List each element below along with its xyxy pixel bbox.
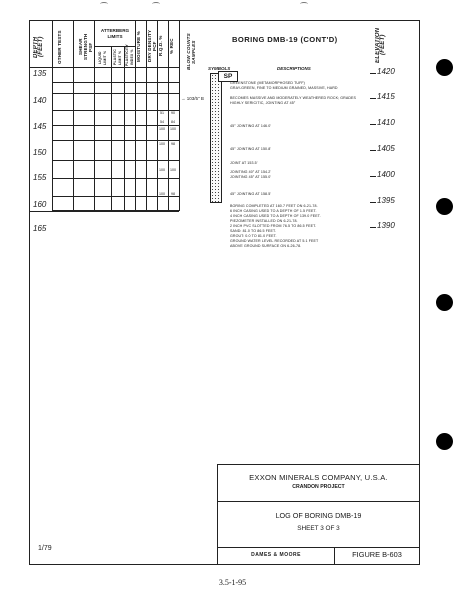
dry-density-header: DRY DENSITY PCF xyxy=(147,29,157,63)
rec-value: 100 xyxy=(170,168,176,172)
strata-symbol-column xyxy=(210,73,222,203)
rqd-value: 100 xyxy=(159,142,165,146)
note-line: BORING COMPLETED AT 160.7 FEET ON 6-21-78. xyxy=(230,204,318,208)
title-block xyxy=(217,464,420,565)
rqd-value: 54 xyxy=(160,120,164,124)
elevation-tick-label: 1410 xyxy=(377,118,395,127)
elevation-tick xyxy=(370,73,376,74)
figure-number: FIGURE B-603 xyxy=(352,550,402,559)
scan-mark xyxy=(100,2,108,6)
recovery-header: % REC xyxy=(169,38,174,54)
firm-name: DAMES & MOORE xyxy=(251,552,301,558)
rqd-value: 100 xyxy=(159,168,165,172)
note-line: GROUT: 0.0 TO 81.0 FEET. xyxy=(230,234,277,238)
depth-tick-label: 150 xyxy=(33,148,47,157)
rec-value: 98 xyxy=(171,142,175,146)
elevation-tick-label: 1405 xyxy=(377,144,395,153)
elevation-tick xyxy=(370,176,376,177)
note-line: PIEZOMETER INSTALLED ON 6-21-78. xyxy=(230,219,298,223)
soil-class-label: SP xyxy=(218,71,238,82)
rec-value: 84 xyxy=(171,120,175,124)
description-line: GREENSTONE (METAMORPHOSED TUFF) xyxy=(230,81,305,85)
elevation-tick xyxy=(370,227,376,228)
elevation-tick xyxy=(370,124,376,125)
note-line: 4 INCH CASING USED TO A DEPTH OF 139.0 FEET. xyxy=(230,214,321,218)
rqd-value: 100 xyxy=(159,192,165,196)
punch-hole xyxy=(436,59,453,76)
depth-header: DEPTH (FEET) xyxy=(33,36,44,58)
rec-value: 98 xyxy=(171,192,175,196)
description-line: JOINTING 45° AT 155.0' xyxy=(230,175,272,179)
rqd-value: 100 xyxy=(159,127,165,131)
depth-tick-label: 165 xyxy=(33,224,47,233)
moisture-header: MOISTURE % xyxy=(136,30,141,62)
punch-hole xyxy=(436,198,453,215)
note-line: 6 INCH CASING USED TO A DEPTH OF 1.5 FEET. xyxy=(230,209,317,213)
description-line: 45° JOINTING AT 158.5' xyxy=(230,192,272,196)
punch-hole xyxy=(436,294,453,311)
scan-mark xyxy=(152,2,160,6)
elevation-tick xyxy=(370,150,376,151)
liquid-limit-header: LIQUID LIMIT % xyxy=(98,50,107,65)
atterberg-header: ATTERBERG LIMITS xyxy=(100,28,130,39)
elevation-tick-label: 1420 xyxy=(377,67,395,76)
rec-value: 100 xyxy=(170,127,176,131)
descriptions-header: DESCRIPTIONS xyxy=(277,66,311,71)
description-line: 45° JOINTING AT 146.0' xyxy=(230,124,272,128)
note-line: ABOVE GROUND SURFACE ON 6-26-78. xyxy=(230,244,302,248)
depth-tick-label: 145 xyxy=(33,122,47,131)
elevation-tick-label: 1415 xyxy=(377,92,395,101)
description-line: JOINT AT 153.5' xyxy=(230,161,258,165)
elevation-tick xyxy=(370,98,376,99)
elevation-tick-label: 1395 xyxy=(377,196,395,205)
depth-tick-label: 155 xyxy=(33,173,47,182)
depth-tick-label: 160 xyxy=(33,200,47,209)
description-line: BECOMES MASSIVE AND MODERATELY WEATHERED ROCK; GRADES xyxy=(230,96,357,100)
elevation-tick xyxy=(370,202,376,203)
depth-tick-label: 140 xyxy=(33,96,47,105)
description-line: 45° JOINTING AT 150.8' xyxy=(230,147,272,151)
blow-counts-header: BLOW COUNTS SAMPLES xyxy=(186,33,196,71)
description-line: GRAY-GREEN, FINE TO MEDIUM GRAINED, MASSIVE, HARD xyxy=(230,86,338,90)
page-number: 3.5-1-95 xyxy=(218,578,247,587)
punch-hole xyxy=(436,433,453,450)
other-tests-header: OTHER TESTS xyxy=(57,30,62,64)
description-line: HIGHLY SERICITIC, JOINTING AT 45° xyxy=(230,101,296,105)
symbols-header: SYMBOLS xyxy=(208,66,231,71)
note-line: GROUND WATER LEVEL RECORDED AT 5.1 FEET xyxy=(230,239,319,243)
elevation-tick-label: 1390 xyxy=(377,221,395,230)
note-line: SAND: 81.0 TO 86.5 FEET. xyxy=(230,229,277,233)
description-line: JOINTING 40° AT 154.2' xyxy=(230,170,272,174)
log-title: LOG OF BORING DMB-19 xyxy=(275,511,362,520)
issue-date: 1/79 xyxy=(38,545,52,552)
scan-mark xyxy=(300,2,308,6)
project-name: CRANDON PROJECT xyxy=(292,484,345,490)
elevation-tick-label: 1400 xyxy=(377,170,395,179)
company-name: EXXON MINERALS COMPANY, U.S.A. xyxy=(249,473,388,482)
shear-strength-header: SHEAR STRENGTH PSF xyxy=(78,33,93,61)
elevation-header: ELEVATION (FEET) xyxy=(375,27,386,63)
plastic-limit-header: PLASTIC LIMIT % xyxy=(113,49,122,66)
note-line: 2 INCH PVC SLOTTED FROM 76.5 TO 86.5 FEET. xyxy=(230,224,317,228)
rqd-value: 51 xyxy=(160,111,164,115)
blow-count-value: → 103/5" B xyxy=(181,96,204,101)
rec-value: 90 xyxy=(171,111,175,115)
depth-tick-label: 135 xyxy=(33,69,47,78)
boring-title: BORING DMB-19 (CONT'D) xyxy=(232,35,338,44)
rqd-header: R.Q.D. % xyxy=(158,35,163,57)
sheet-number: SHEET 3 OF 3 xyxy=(297,525,340,532)
plasticity-index-header: PLASTICITY INDEX % xyxy=(125,44,134,66)
